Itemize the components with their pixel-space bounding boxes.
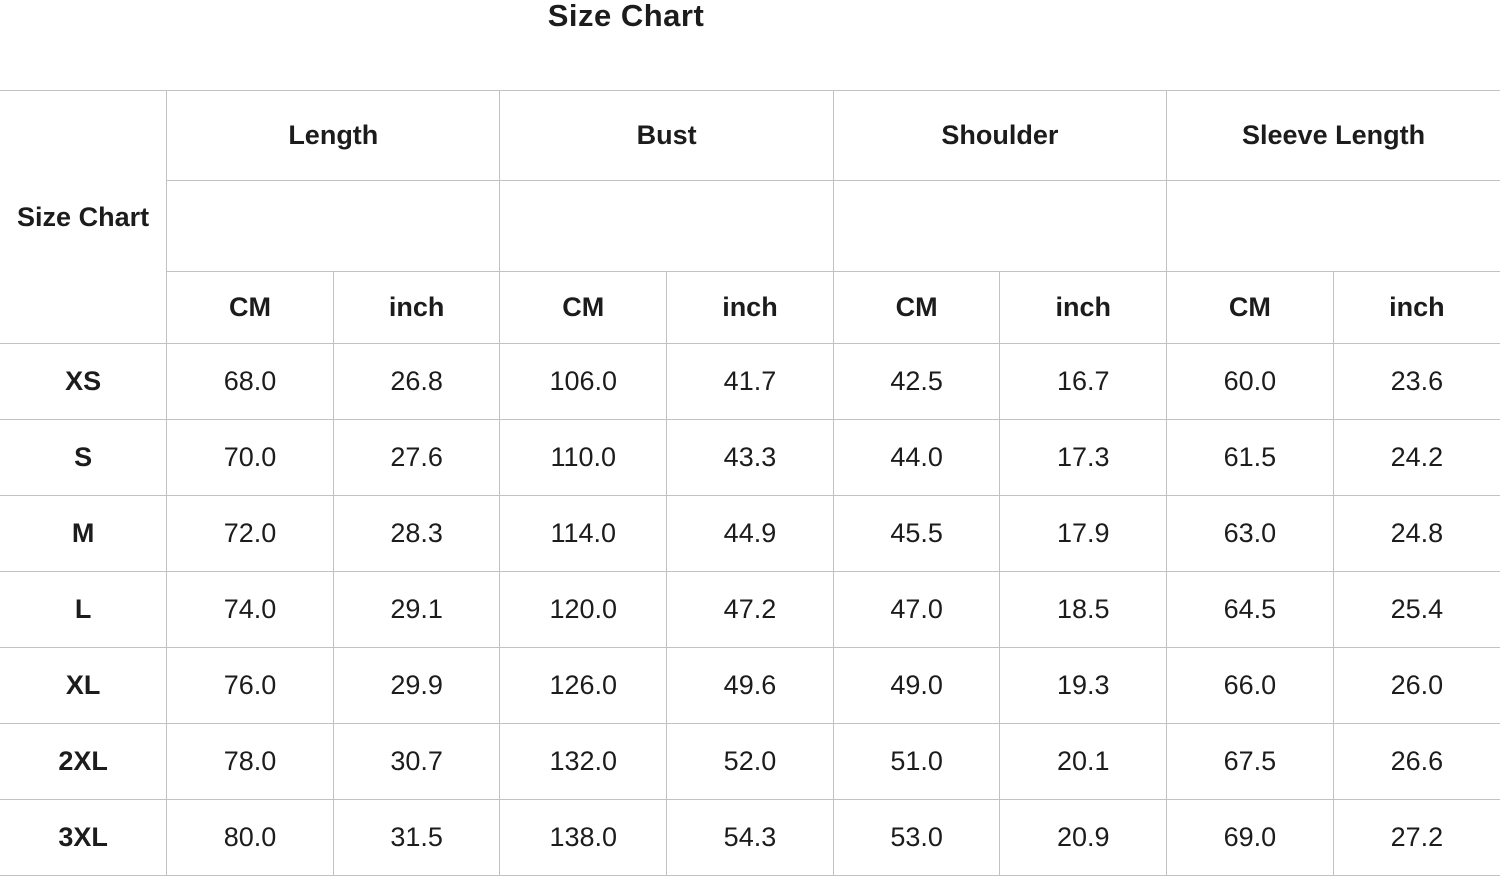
unit-header-row (0, 272, 1500, 344)
value-cell: 76.0 (167, 648, 334, 724)
value-cell: 24.8 (1333, 496, 1500, 572)
group-header-length: Length (167, 91, 500, 181)
value-cell: 44.9 (667, 496, 834, 572)
value-cell: 63.0 (1167, 496, 1334, 572)
value-cell: 20.9 (1000, 800, 1167, 876)
unit-header-inch: inch (333, 272, 500, 344)
size-label: 3XL (0, 800, 167, 876)
value-cell: 47.0 (833, 572, 1000, 648)
value-cell: 49.0 (833, 648, 1000, 724)
table-row (0, 724, 1500, 800)
value-cell: 120.0 (500, 572, 667, 648)
value-cell: 132.0 (500, 724, 667, 800)
value-cell: 26.8 (333, 344, 500, 420)
value-cell: 126.0 (500, 648, 667, 724)
size-label: S (0, 420, 167, 496)
value-cell: 44.0 (833, 420, 1000, 496)
value-cell: 106.0 (500, 344, 667, 420)
value-cell: 114.0 (500, 496, 667, 572)
value-cell: 80.0 (167, 800, 334, 876)
table-row (0, 344, 1500, 420)
value-cell: 42.5 (833, 344, 1000, 420)
unit-header-inch: inch (1333, 272, 1500, 344)
unit-header-cm: CM (500, 272, 667, 344)
size-label: 2XL (0, 724, 167, 800)
unit-header-inch: inch (667, 272, 834, 344)
value-cell: 26.6 (1333, 724, 1500, 800)
value-cell: 53.0 (833, 800, 1000, 876)
value-cell: 52.0 (667, 724, 834, 800)
value-cell: 61.5 (1167, 420, 1334, 496)
corner-label: Size Chart (0, 91, 167, 344)
value-cell: 30.7 (333, 724, 500, 800)
value-cell: 45.5 (833, 496, 1000, 572)
spacer-cell (167, 181, 500, 272)
spacer-cell (500, 181, 833, 272)
value-cell: 27.2 (1333, 800, 1500, 876)
value-cell: 138.0 (500, 800, 667, 876)
value-cell: 29.9 (333, 648, 500, 724)
value-cell: 67.5 (1167, 724, 1334, 800)
table-row (0, 648, 1500, 724)
table-row (0, 420, 1500, 496)
value-cell: 78.0 (167, 724, 334, 800)
table-row (0, 800, 1500, 876)
group-header-shoulder: Shoulder (833, 91, 1166, 181)
value-cell: 64.5 (1167, 572, 1334, 648)
value-cell: 18.5 (1000, 572, 1167, 648)
unit-header-inch: inch (1000, 272, 1167, 344)
value-cell: 41.7 (667, 344, 834, 420)
value-cell: 19.3 (1000, 648, 1167, 724)
value-cell: 29.1 (333, 572, 500, 648)
value-cell: 20.1 (1000, 724, 1167, 800)
spacer-cell (1167, 181, 1500, 272)
value-cell: 68.0 (167, 344, 334, 420)
size-label: XS (0, 344, 167, 420)
group-header-sleeve-length: Sleeve Length (1167, 91, 1500, 181)
value-cell: 17.3 (1000, 420, 1167, 496)
spacer-cell (833, 181, 1166, 272)
size-label: L (0, 572, 167, 648)
table-row (0, 496, 1500, 572)
value-cell: 74.0 (167, 572, 334, 648)
value-cell: 110.0 (500, 420, 667, 496)
value-cell: 66.0 (1167, 648, 1334, 724)
value-cell: 72.0 (167, 496, 334, 572)
size-label: XL (0, 648, 167, 724)
value-cell: 43.3 (667, 420, 834, 496)
size-table-body (0, 344, 1500, 876)
value-cell: 47.2 (667, 572, 834, 648)
value-cell: 27.6 (333, 420, 500, 496)
value-cell: 60.0 (1167, 344, 1334, 420)
unit-header-cm: CM (167, 272, 334, 344)
value-cell: 28.3 (333, 496, 500, 572)
value-cell: 23.6 (1333, 344, 1500, 420)
value-cell: 17.9 (1000, 496, 1167, 572)
size-label: M (0, 496, 167, 572)
spacer-row (0, 181, 1500, 272)
group-header-bust: Bust (500, 91, 833, 181)
value-cell: 25.4 (1333, 572, 1500, 648)
unit-header-cm: CM (833, 272, 1000, 344)
value-cell: 69.0 (1167, 800, 1334, 876)
value-cell: 49.6 (667, 648, 834, 724)
value-cell: 26.0 (1333, 648, 1500, 724)
value-cell: 24.2 (1333, 420, 1500, 496)
unit-header-cm: CM (1167, 272, 1334, 344)
value-cell: 16.7 (1000, 344, 1167, 420)
page-title: Size Chart (547, 0, 705, 33)
value-cell: 51.0 (833, 724, 1000, 800)
value-cell: 31.5 (333, 800, 500, 876)
table-row (0, 572, 1500, 648)
size-chart-table (0, 90, 1500, 876)
value-cell: 54.3 (667, 800, 834, 876)
table-header (0, 91, 1500, 344)
value-cell: 70.0 (167, 420, 334, 496)
group-header-row (0, 91, 1500, 181)
